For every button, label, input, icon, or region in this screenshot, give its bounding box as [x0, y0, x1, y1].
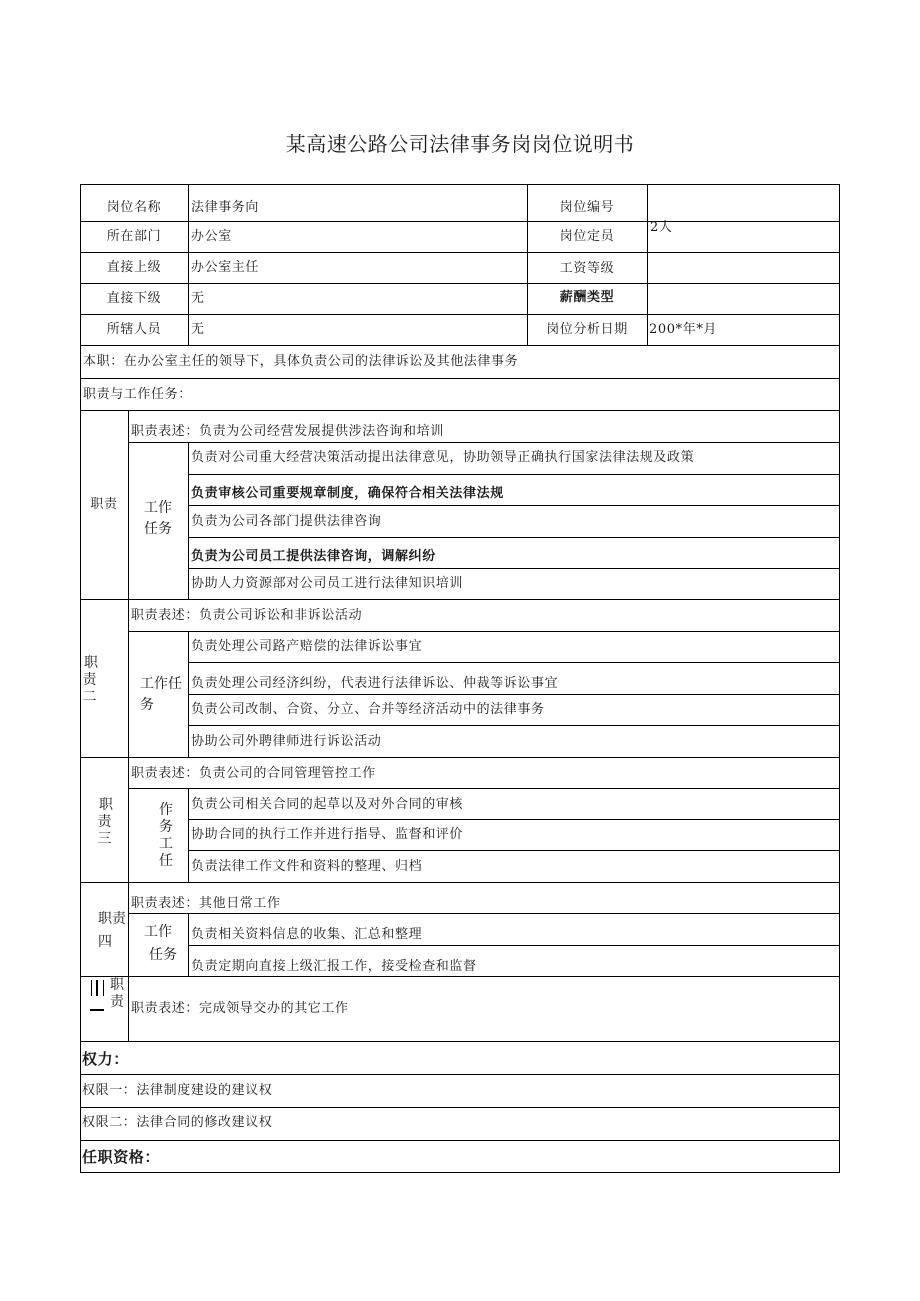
duty4-task-label: 工作 任务 — [144, 924, 177, 963]
duty5-number-mark — [91, 980, 104, 996]
duty4-task-1: 负责相关资料信息的收集、汇总和整理 — [191, 927, 423, 942]
label-direct-superior: 直接上级 — [106, 260, 162, 275]
label-salary-grade: 工资等级 — [559, 261, 615, 276]
value-analysis-date: 200*年*月 — [649, 322, 718, 337]
duty2-description: 职责表述：负责公司诉讼和非诉讼活动 — [131, 608, 363, 623]
duty1-description: 职责表述：负责为公司经营发展提供涉法咨询和培训 — [131, 424, 444, 439]
duty3-task-label: 作 务 工 任 — [159, 802, 173, 869]
value-position-name: 法律事务向 — [191, 200, 260, 215]
power-item-1: 权限一：法律制度建设的建议权 — [82, 1083, 273, 1098]
duty3-task-3: 负责法律工作文件和资料的整理、归档 — [191, 859, 423, 874]
duty2-task-2: 负责处理公司经济纠纷，代表进行法律诉讼、仲裁等诉讼事宜 — [191, 676, 559, 691]
value-direct-subordinate: 无 — [191, 291, 205, 306]
label-salary-type: 薪酬类型 — [559, 290, 615, 305]
duty1-task-label: 工作 任务 — [144, 500, 172, 537]
label-position-number: 岗位编号 — [559, 200, 615, 215]
duty4-label: 职责 四 — [98, 911, 126, 950]
qualification-header: 任职资格： — [82, 1148, 161, 1166]
duty1-task-2: 负责审核公司重要规章制度，确保符合相关法律法规 — [191, 486, 504, 501]
duty3-label: 职 责三 — [97, 797, 113, 847]
duty5-number-mark-2 — [90, 1009, 104, 1011]
document-title: 某高速公路公司法律事务岗岗位说明书 — [285, 132, 635, 156]
label-headcount: 岗位定员 — [559, 229, 615, 244]
duty1-task-4: 负责为公司员工提供法律咨询，调解纠纷 — [191, 549, 436, 564]
duty5-description: 职责表述：完成领导交办的其它工作 — [131, 1001, 349, 1016]
power-header: 权力： — [82, 1050, 129, 1068]
duty2-task-4: 协助公司外聘律师进行诉讼活动 — [191, 734, 382, 749]
duty2-task-1: 负责处理公司路产赔偿的法律诉讼事宜 — [191, 639, 423, 654]
duty3-task-2: 协助合同的执行工作并进行指导、监督和评价 — [191, 827, 464, 842]
label-staff: 所辖人员 — [106, 322, 162, 337]
duty2-task-label: 工作任 务 — [140, 676, 182, 713]
label-position-name: 岗位名称 — [106, 200, 162, 215]
label-department: 所在部门 — [106, 229, 162, 244]
label-analysis-date: 岗位分析日期 — [546, 322, 628, 337]
label-direct-subordinate: 直接下级 — [106, 291, 162, 306]
duty1-task-5: 协助人力资源部对公司员工进行法律知识培训 — [191, 576, 464, 591]
duties-header: 职责与工作任务： — [83, 387, 192, 402]
duty5-label: 职 责 — [110, 977, 124, 1010]
duty4-description: 职责表述：其他日常工作 — [131, 896, 281, 911]
value-direct-superior: 办公室主任 — [191, 260, 260, 275]
duty3-task-1: 负责公司相关合同的起草以及对外合同的审核 — [191, 797, 464, 812]
value-department: 办公室 — [191, 229, 232, 244]
duty1-label: 职责 — [90, 497, 118, 512]
value-staff: 无 — [191, 322, 205, 337]
duty2-label: 职 责二 — [82, 655, 98, 705]
power-item-2: 权限二：法律合同的修改建议权 — [82, 1115, 273, 1130]
value-headcount: 2人 — [650, 220, 673, 235]
job-summary: 本职：在办公室主任的领导下，具体负责公司的法律诉讼及其他法律事务 — [83, 354, 519, 369]
duty1-task-3: 负责为公司各部门提供法律咨询 — [191, 514, 382, 529]
duty1-task-1: 负责对公司重大经营决策活动提出法律意见，协助领导正确执行国家法律法规及政策 — [191, 450, 695, 465]
duty3-description: 职责表述：负责公司的合同管理管控工作 — [131, 766, 376, 781]
duty4-task-2: 负责定期向直接上级汇报工作，接受检查和监督 — [191, 959, 477, 974]
duty2-task-3: 负责公司改制、合资、分立、合并等经济活动中的法律事务 — [191, 702, 545, 717]
